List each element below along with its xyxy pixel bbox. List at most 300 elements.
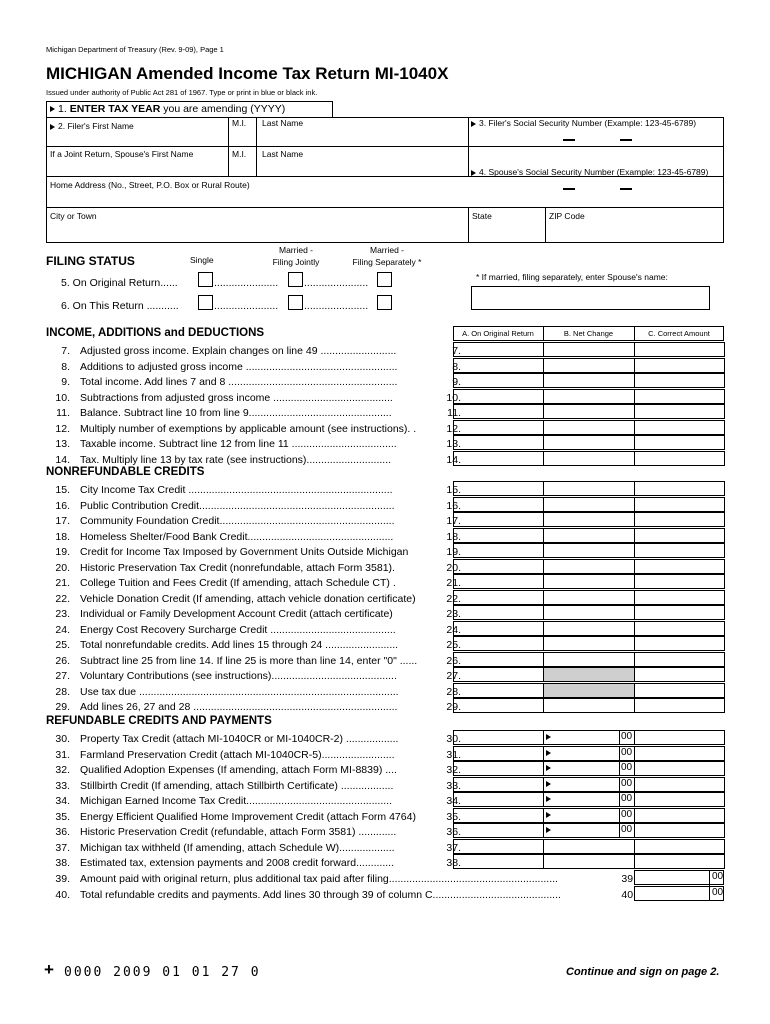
line-18-col-a[interactable]	[453, 528, 544, 543]
line-19-col-b[interactable]	[543, 543, 635, 558]
line-ref: 21.	[446, 577, 461, 589]
line-ref: 33.	[446, 779, 461, 792]
this-jointly-checkbox[interactable]	[288, 295, 303, 310]
line-19	[46, 545, 461, 559]
line-number: 20.	[55, 561, 70, 574]
line-20-col-b[interactable]	[543, 559, 635, 574]
line-number: 30.	[55, 733, 70, 745]
line-number: 29.	[55, 701, 70, 713]
line-34	[46, 794, 461, 808]
line-number: 23.	[55, 608, 70, 620]
last-name-label: Last Name	[262, 149, 304, 159]
line-description: Total income. Add lines 7 and 8 ..........................................................	[80, 376, 398, 388]
line-16-col-a[interactable]	[453, 497, 544, 512]
married-separately-label	[342, 244, 432, 268]
line-11	[46, 406, 461, 420]
line-15-col-c[interactable]	[634, 481, 725, 496]
line-36-col-c[interactable]	[634, 823, 725, 838]
line-14-col-a[interactable]	[453, 451, 544, 466]
line-25-col-c[interactable]	[634, 636, 725, 651]
ssn-dash	[563, 139, 575, 141]
line-21	[46, 576, 461, 590]
married-separately-line2: Filing Separately *	[352, 257, 422, 267]
line-ref: 20.	[446, 561, 461, 574]
line-description: Tax. Multiply line 13 by tax rate (see instructions).............................	[80, 453, 392, 466]
line-25-col-a[interactable]	[453, 636, 544, 651]
line-number: 7.	[61, 345, 70, 357]
line-8-col-b[interactable]	[543, 358, 635, 373]
line-12	[46, 422, 461, 436]
line-ref: 39.	[621, 873, 636, 885]
column-c-header: C. Correct Amount	[648, 329, 710, 338]
home-address-field[interactable]: Home Address (No., Street, P.O. Box or Rural Route)	[50, 180, 250, 190]
refundable-section-title: REFUNDABLE CREDITS AND PAYMENTS	[46, 715, 272, 727]
filer-first-name-field[interactable]	[50, 121, 134, 131]
line-40	[46, 888, 636, 902]
line-number: 40.	[55, 889, 70, 901]
line-number: 21.	[55, 577, 70, 589]
line-ref: 27.	[446, 670, 461, 682]
zip-field[interactable]: ZIP Code	[549, 211, 585, 221]
line-30-col-a[interactable]	[453, 730, 544, 745]
line-8-col-c[interactable]	[634, 358, 725, 373]
line-number: 32.	[55, 764, 70, 776]
department-line: Michigan Department of Treasury (Rev. 9-09), Page 1	[46, 45, 224, 54]
filer-ssn-label: 3. Filer's Social Security Number (Example: 123-45-6789)	[479, 118, 697, 128]
ssn-dash	[620, 139, 632, 141]
spouse-name-input[interactable]	[471, 286, 710, 310]
line-number: 13.	[55, 438, 70, 450]
line-description: Adjusted gross income. Explain changes on line 49 ..........................	[80, 345, 397, 357]
line-ref: 37.	[446, 841, 461, 854]
line-8-col-a[interactable]	[453, 358, 544, 373]
line-number: 37.	[55, 841, 70, 854]
authority-line: Issued under authority of Public Act 281 of 1967. Type or print in blue or black ink.	[46, 88, 318, 97]
line-20-col-a[interactable]	[453, 559, 544, 574]
line-number: 10.	[55, 391, 70, 404]
line-9-col-a[interactable]	[453, 373, 544, 388]
arrow-icon	[546, 827, 551, 833]
line-9	[46, 375, 461, 389]
original-jointly-checkbox[interactable]	[288, 272, 303, 287]
line-number: 28.	[55, 685, 70, 698]
line-description: Community Foundation Credit............................................................	[80, 515, 395, 527]
cents-zero: 00	[712, 887, 724, 898]
line-ref: 40.	[621, 889, 636, 901]
dots: ......................	[214, 300, 279, 312]
line-ref: 23.	[446, 608, 461, 620]
line-24-col-b[interactable]	[543, 621, 635, 636]
line-ref: 12.	[446, 422, 461, 435]
line-10-col-a[interactable]	[453, 389, 544, 404]
line-14-col-b[interactable]	[543, 451, 635, 466]
filing-status-title: FILING STATUS	[46, 254, 135, 268]
line-39-amount[interactable]	[634, 870, 724, 885]
arrow-icon	[546, 750, 551, 756]
line-24	[46, 623, 461, 637]
line-16	[46, 499, 461, 513]
line-37	[46, 841, 461, 855]
last-name-label: Last Name	[262, 118, 304, 128]
line-20-col-c[interactable]	[634, 559, 725, 574]
spouse-ssn-label: 4. Spouse's Social Security Number (Example: 123-45-6789)	[479, 167, 709, 177]
line-19-col-a[interactable]	[453, 543, 544, 558]
line-7-col-c[interactable]	[634, 342, 725, 357]
line-description: Michigan tax withheld (If amending, attach Schedule W)...................	[80, 841, 395, 854]
line-11-col-b[interactable]	[543, 404, 635, 419]
line-11-col-c[interactable]	[634, 404, 725, 419]
line-9-col-b[interactable]	[543, 373, 635, 388]
line-39	[46, 872, 636, 886]
line-12-col-a[interactable]	[453, 420, 544, 435]
line-31-col-a[interactable]	[453, 746, 544, 761]
arrow-icon	[546, 796, 551, 802]
line-20	[46, 561, 461, 575]
arrow-icon	[471, 121, 476, 127]
line-21-col-a[interactable]	[453, 574, 544, 589]
line-description: Energy Efficient Qualified Home Improvement Credit (attach Form 4764)	[80, 810, 416, 823]
line-description: Additions to adjusted gross income ....................................................	[80, 360, 398, 373]
line-description: Energy Cost Recovery Surcharge Credit ...........................................	[80, 623, 396, 636]
arrow-icon	[50, 124, 55, 130]
line-description: Stillbirth Credit (If amending, attach Stillbirth Certificate) ..................	[80, 779, 394, 792]
line-ref: 13.	[446, 438, 461, 450]
line-11-col-a[interactable]	[453, 404, 544, 419]
line-38-col-a[interactable]	[453, 854, 544, 869]
line-ref: 11.	[447, 407, 461, 419]
continue-note: Continue and sign on page 2.	[566, 966, 720, 978]
line-ref: 16.	[446, 499, 461, 512]
line-ref: 7.	[452, 345, 461, 357]
line-description: Balance. Subtract line 10 from line 9.................................................	[80, 407, 392, 419]
line-36-col-a[interactable]	[453, 823, 544, 838]
line-33-col-a[interactable]	[453, 777, 544, 792]
line-27-col-c[interactable]	[634, 667, 725, 682]
line-32-col-c[interactable]	[634, 761, 725, 776]
line-7	[46, 344, 461, 358]
line-23-col-c[interactable]	[634, 605, 725, 620]
line-number: 24.	[55, 623, 70, 636]
cents-zero: 00	[621, 746, 633, 758]
line-number: 33.	[55, 779, 70, 792]
line-12-col-b[interactable]	[543, 420, 635, 435]
line-30-col-c[interactable]	[634, 730, 725, 745]
line-number: 19.	[55, 546, 70, 558]
line-15-col-a[interactable]	[453, 481, 544, 496]
ssn-dash	[620, 188, 632, 190]
line-number: 34.	[55, 795, 70, 807]
nonrefundable-section-title: NONREFUNDABLE CREDITS	[46, 466, 205, 478]
tax-year-label: you are amending (YYYY)	[163, 103, 286, 115]
line-28	[46, 685, 461, 699]
line-26-col-c[interactable]	[634, 652, 725, 667]
original-separately-checkbox[interactable]	[377, 272, 392, 287]
line-17-col-a[interactable]	[453, 512, 544, 527]
dots: ......................	[304, 300, 369, 312]
line-number: 25.	[55, 639, 70, 651]
line-35-col-a[interactable]	[453, 808, 544, 823]
cents-zero: 00	[621, 793, 633, 804]
line-22	[46, 592, 461, 606]
line-40-amount[interactable]	[634, 886, 724, 901]
arrow-icon	[546, 734, 551, 740]
column-b-header: B. Net Change	[563, 329, 614, 338]
line-ref: 31.	[446, 748, 461, 761]
line-ref: 14.	[446, 453, 461, 466]
ssn-dash	[563, 188, 575, 190]
line-number: 14.	[55, 453, 70, 466]
line-10	[46, 391, 461, 405]
line-17-col-c[interactable]	[634, 512, 725, 527]
dots: ......................	[304, 277, 369, 289]
line-18	[46, 530, 461, 544]
filer-ssn-field[interactable]	[471, 118, 696, 128]
married-jointly-label	[266, 244, 326, 268]
state-field[interactable]: State	[472, 211, 492, 221]
line-ref: 10.	[446, 391, 461, 404]
line-17-col-b[interactable]	[543, 512, 635, 527]
line-description: Historic Preservation Tax Credit (nonrefundable, attach Form 3581).	[80, 561, 395, 574]
line-13-col-a[interactable]	[453, 435, 544, 450]
line-27	[46, 669, 461, 683]
line-13	[46, 437, 461, 451]
line-24-col-c[interactable]	[634, 621, 725, 636]
married-separately-line1: Married -	[369, 245, 404, 255]
line-number: 17.	[55, 515, 70, 527]
line-ref: 15.	[446, 484, 461, 496]
line-description: Multiply number of exemptions by applicable amount (see instructions). .	[80, 422, 417, 435]
mi-label: M.I.	[232, 149, 247, 159]
line-description: Individual or Family Development Account Credit (attach certificate)	[80, 608, 393, 620]
line-18-col-c[interactable]	[634, 528, 725, 543]
line-15-col-b[interactable]	[543, 481, 635, 496]
tax-year-label-bold: ENTER TAX YEAR	[69, 103, 161, 115]
line-29-col-b[interactable]	[543, 698, 635, 713]
line-ref: 19.	[446, 546, 461, 558]
line-ref: 36.	[446, 826, 461, 838]
line-description: Vehicle Donation Credit (If amending, attach vehicle donation certificate)	[80, 592, 416, 605]
cents-zero: 00	[621, 762, 633, 773]
line-22-col-a[interactable]	[453, 590, 544, 605]
tax-year-number: 1.	[58, 103, 67, 115]
cents-zero: 00	[621, 824, 633, 835]
line-29	[46, 700, 461, 714]
barcode-number: 0000 2009 01 01 27 0	[64, 965, 261, 980]
married-jointly-line1: Married -	[278, 245, 313, 255]
line-number: 16.	[55, 499, 70, 512]
arrow-icon	[546, 812, 551, 818]
column-a-header: A. On Original Return	[462, 329, 534, 338]
line-19-col-c[interactable]	[634, 543, 725, 558]
line-ref: 8.	[452, 360, 461, 373]
cents-zero: 00	[621, 777, 633, 789]
line-29-col-c[interactable]	[634, 698, 725, 713]
line-15	[46, 483, 461, 497]
single-label: Single	[190, 255, 214, 265]
tax-year-field[interactable]	[46, 101, 333, 118]
line-34-col-a[interactable]	[453, 792, 544, 807]
line-32-col-a[interactable]	[453, 761, 544, 776]
line-description: City Income Tax Credit ......................................................................	[80, 484, 393, 496]
line-14	[46, 453, 461, 467]
line-33-col-c[interactable]	[634, 777, 725, 792]
married-jointly-line2: Filing Jointly	[272, 257, 320, 267]
line-25	[46, 638, 461, 652]
line-10-col-c[interactable]	[634, 389, 725, 404]
line-9-col-c[interactable]	[634, 373, 725, 388]
filer-first-name-label: 2. Filer's First Name	[58, 121, 134, 131]
mi-label: M.I.	[232, 118, 247, 128]
line-description: Historic Preservation Credit (refundable, attach Form 3581) .............	[80, 826, 397, 838]
line-description: Credit for Income Tax Imposed by Government Units Outside Michigan	[80, 546, 409, 558]
line-description: Farmland Preservation Credit (attach MI-1040CR-5).........................	[80, 748, 395, 761]
line-number: 8.	[61, 360, 70, 373]
arrow-icon	[471, 170, 476, 176]
line-ref: 38.	[446, 857, 461, 869]
line-description: Total refundable credits and payments. Add lines 30 through 39 of column C............................................	[80, 889, 561, 901]
line-ref: 25.	[446, 639, 461, 651]
line-description: Use tax due .........................................................................................	[80, 685, 399, 698]
line-ref: 32.	[446, 764, 461, 776]
line-10-col-b[interactable]	[543, 389, 635, 404]
line-ref: 17.	[446, 515, 461, 527]
spouse-first-name-label: If a Joint Return, Spouse's First Name	[50, 149, 194, 159]
line-description: Subtract line 25 from line 14. If line 25 is more than line 14, enter "0" ......	[80, 654, 418, 667]
line-26-col-b[interactable]	[543, 652, 635, 667]
line-16-col-c[interactable]	[634, 497, 725, 512]
line-description: Add lines 26, 27 and 28 ......................................................................	[80, 701, 398, 713]
line-23	[46, 607, 461, 621]
line-ref: 30.	[446, 733, 461, 745]
line-description: Homeless Shelter/Food Bank Credit..................................................	[80, 530, 394, 543]
line-number: 35.	[55, 810, 70, 823]
line-ref: 26.	[446, 654, 461, 667]
line-7-col-a[interactable]	[453, 342, 544, 357]
arrow-icon	[50, 106, 55, 112]
line-8	[46, 360, 461, 374]
line-number: 27.	[55, 670, 70, 682]
line-38-col-b[interactable]	[543, 854, 635, 869]
line-number: 18.	[55, 530, 70, 543]
line-number: 11.	[56, 407, 70, 419]
line-14-col-c[interactable]	[634, 451, 725, 466]
line-number: 12.	[55, 422, 70, 435]
line-23-col-b[interactable]	[543, 605, 635, 620]
line-34-col-c[interactable]	[634, 792, 725, 807]
line-21-col-c[interactable]	[634, 574, 725, 589]
cents-zero: 00	[712, 871, 724, 882]
line-number: 31.	[55, 748, 70, 761]
line-22-col-b[interactable]	[543, 590, 635, 605]
line-28-col-a[interactable]	[453, 683, 544, 698]
line-description: Taxable income. Subtract line 12 from line 11 ....................................	[80, 438, 397, 450]
line-description: Voluntary Contributions (see instructions)...........................................	[80, 670, 397, 682]
line-description: Subtractions from adjusted gross income .........................................	[80, 391, 393, 404]
line-38-col-c[interactable]	[634, 854, 725, 869]
line-ref: 28.	[446, 685, 461, 698]
line-ref: 34.	[446, 795, 461, 807]
line-ref: 29.	[446, 701, 461, 713]
line-26	[46, 654, 461, 668]
this-single-checkbox[interactable]	[198, 295, 213, 310]
income-section-title: INCOME, ADDITIONS and DEDUCTIONS	[46, 327, 265, 339]
cents-zero: 00	[621, 731, 633, 742]
line-37-col-b[interactable]	[543, 839, 635, 854]
line-13-col-b[interactable]	[543, 435, 635, 450]
line-description: Michigan Earned Income Tax Credit..................................................	[80, 795, 393, 807]
line5-label: 5. On Original Return......	[61, 277, 178, 289]
city-field[interactable]: City or Town	[50, 211, 97, 221]
line-31	[46, 748, 461, 762]
line-28-col-c[interactable]	[634, 683, 725, 698]
line-23-col-a[interactable]	[453, 605, 544, 620]
line-35	[46, 810, 461, 824]
line-number: 15.	[55, 484, 70, 496]
line-33	[46, 779, 461, 793]
line-ref: 18.	[446, 530, 461, 543]
line-29-col-a[interactable]	[453, 698, 544, 713]
line-35-col-c[interactable]	[634, 808, 725, 823]
line-13-col-c[interactable]	[634, 435, 725, 450]
line-21-col-b[interactable]	[543, 574, 635, 589]
line-ref: 9.	[452, 376, 461, 388]
spouse-name-note: * If married, filing separately, enter Spouse's name:	[476, 272, 668, 282]
line-31-col-c[interactable]	[634, 746, 725, 761]
line-17	[46, 514, 461, 528]
line-24-col-a[interactable]	[453, 621, 544, 636]
line-ref: 24.	[446, 623, 461, 636]
line-number: 22.	[55, 592, 70, 605]
line-18-col-b[interactable]	[543, 528, 635, 543]
line-37-col-c[interactable]	[634, 839, 725, 854]
line-36	[46, 825, 461, 839]
line-30	[46, 732, 461, 746]
line-ref: 35.	[446, 810, 461, 823]
dots: ......................	[214, 277, 279, 289]
line-26-col-a[interactable]	[453, 652, 544, 667]
barcode-plus: +	[44, 960, 54, 979]
line-16-col-b[interactable]	[543, 497, 635, 512]
line-number: 39.	[55, 873, 70, 885]
form-title: MICHIGAN Amended Income Tax Return MI-1040X	[46, 64, 449, 83]
line-27-col-a[interactable]	[453, 667, 544, 682]
line-22-col-c[interactable]	[634, 590, 725, 605]
arrow-icon	[546, 765, 551, 771]
line-ref: 22.	[446, 592, 461, 605]
line-25-col-b[interactable]	[543, 636, 635, 651]
line-description: Total nonrefundable credits. Add lines 15 through 24 .........................	[80, 639, 399, 651]
line-number: 26.	[55, 654, 70, 667]
line-description: Public Contribution Credit...................................................................	[80, 499, 395, 512]
line-7-col-b[interactable]	[543, 342, 635, 357]
line-description: Property Tax Credit (attach MI-1040CR or MI-1040CR-2) ..................	[80, 733, 399, 745]
line-description: Estimated tax, extension payments and 2008 credit forward.............	[80, 857, 394, 869]
spouse-ssn-field[interactable]	[471, 167, 708, 177]
line-number: 36.	[55, 826, 70, 838]
arrow-icon	[546, 781, 551, 787]
line-32	[46, 763, 461, 777]
line-37-col-a[interactable]	[453, 839, 544, 854]
original-single-checkbox[interactable]	[198, 272, 213, 287]
line-28-col-b[interactable]	[543, 683, 635, 698]
line-number: 38.	[55, 857, 70, 869]
line-number: 9.	[61, 376, 70, 388]
this-separately-checkbox[interactable]	[377, 295, 392, 310]
line-27-col-b[interactable]	[543, 667, 635, 682]
line6-label: 6. On This Return ...........	[61, 300, 179, 312]
line-12-col-c[interactable]	[634, 420, 725, 435]
cents-zero: 00	[621, 808, 633, 820]
